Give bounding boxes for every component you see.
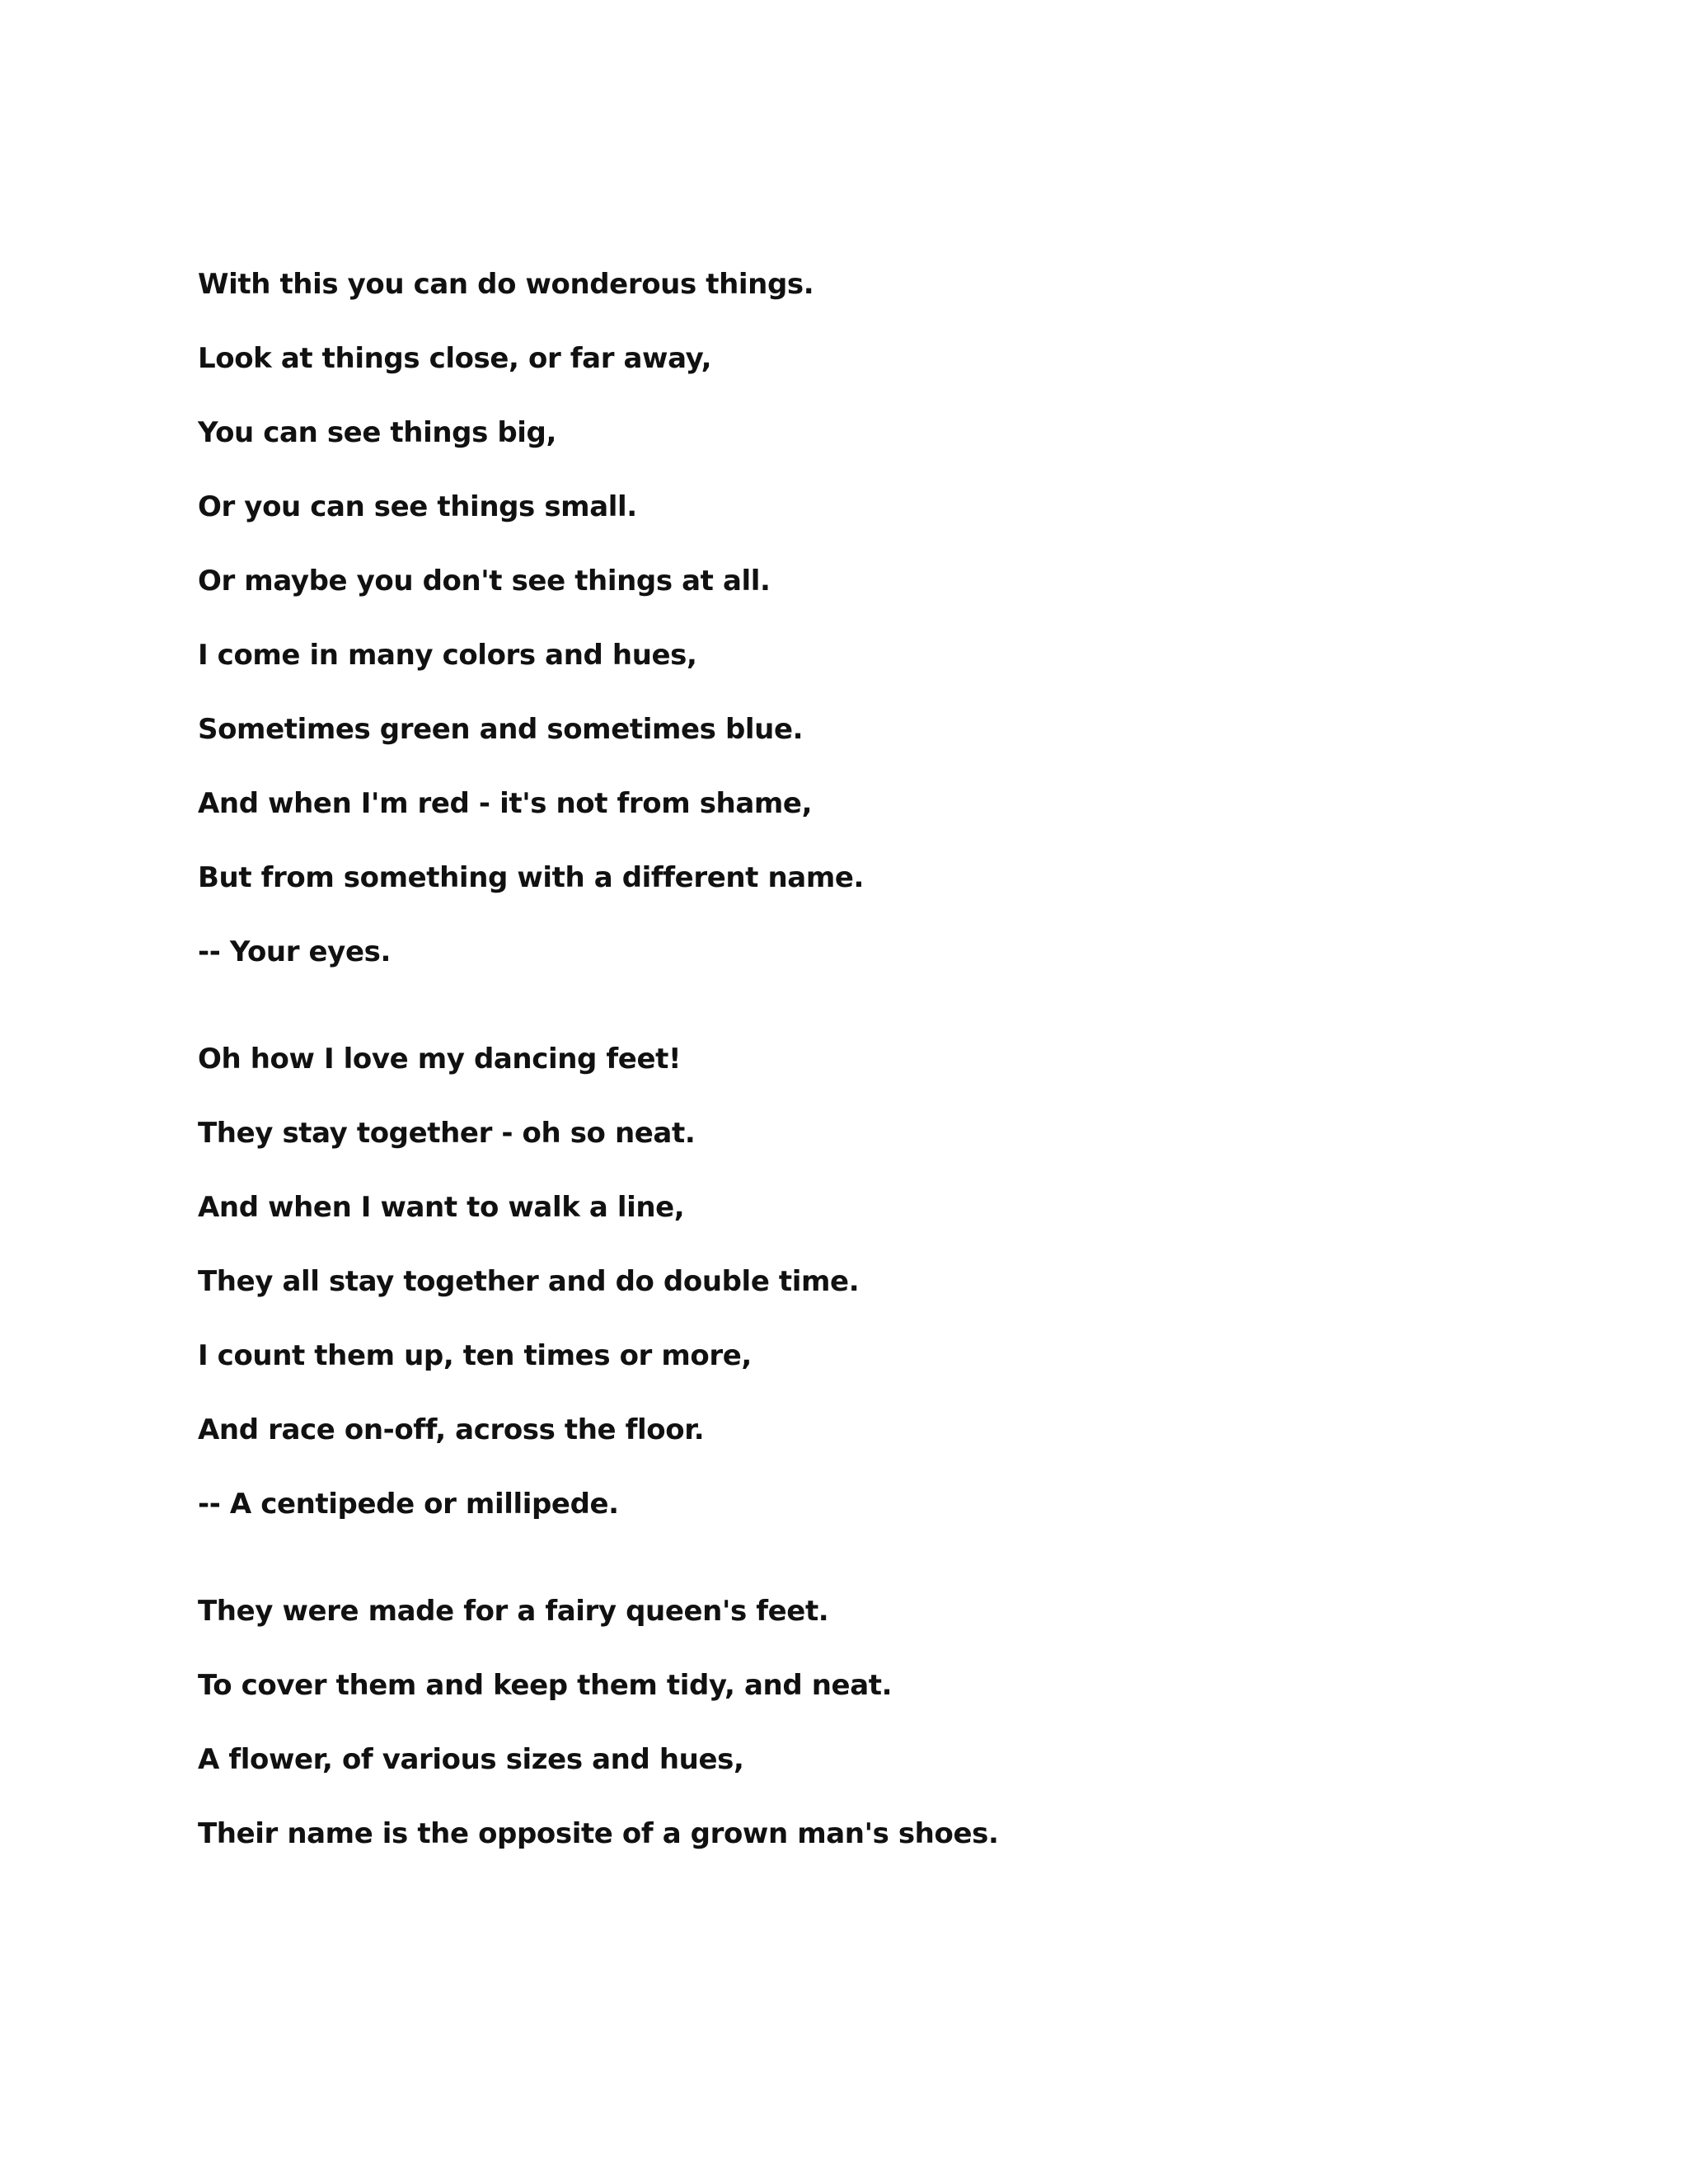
poem-line: Or maybe you don't see things at all. (198, 565, 771, 598)
poem-line: But from something with a different name. (198, 861, 865, 894)
poem-line: And when I want to walk a line, (198, 1191, 685, 1224)
stanza-fairy-queen (198, 1595, 1517, 1850)
poem-line: With this you can do wonderous things. (198, 268, 814, 301)
poem-line: A flower, of various sizes and hues, (198, 1743, 744, 1776)
poem-line: Oh how I love my dancing feet! (198, 1043, 682, 1076)
poem-line: I come in many colors and hues, (198, 639, 697, 672)
poem-line: And when I'm red - it's not from shame, (198, 787, 813, 820)
poem-line: They all stay together and do double time. (198, 1265, 860, 1298)
poem-answer: -- A centipede or millipede. (198, 1488, 619, 1521)
poem-line: Or you can see things small. (198, 490, 637, 523)
poem-line: And race on-off, across the floor. (198, 1413, 705, 1446)
poem-answer: -- Your eyes. (198, 935, 391, 968)
poem-line: You can see things big, (198, 416, 557, 449)
stanza-eyes (198, 268, 1517, 968)
poem-line: Look at things close, or far away, (198, 342, 712, 375)
poem-line: I count them up, ten times or more, (198, 1339, 752, 1372)
stanza-centipede (198, 1043, 1517, 1521)
poem-text (198, 268, 1517, 1891)
poem-line: They stay together - oh so neat. (198, 1117, 696, 1150)
poem-line: Their name is the opposite of a grown man's shoes. (198, 1817, 999, 1850)
poem-line: They were made for a fairy queen's feet. (198, 1595, 829, 1628)
poem-line: To cover them and keep them tidy, and neat. (198, 1669, 893, 1702)
poem-line: Sometimes green and sometimes blue. (198, 713, 804, 746)
